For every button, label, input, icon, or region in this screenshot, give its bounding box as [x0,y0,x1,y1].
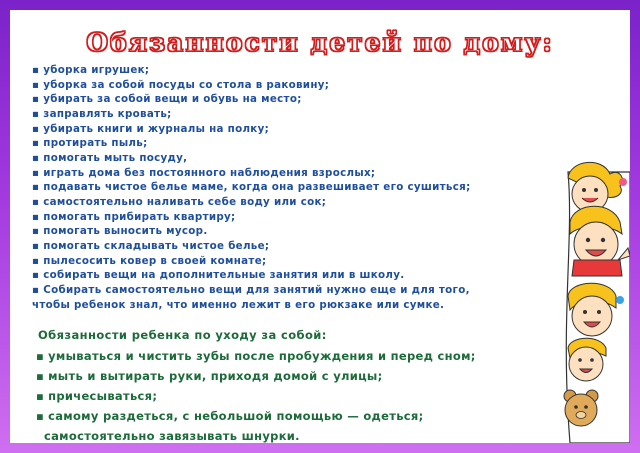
bullet-icon: ▪ [36,389,45,403]
bullet-icon: ▪ [32,122,40,135]
chores-list [32,63,552,312]
children-illustration [540,160,630,443]
bullet-icon: ▪ [32,210,40,223]
bullet-icon: ▪ [36,409,45,423]
bullet-icon: ▪ [32,93,40,106]
list-item: ▪ убирать за собой вещи и обувь на место; [32,93,302,106]
list-item: ▪ уборка игрушек; [32,64,150,76]
list-item: ▪ мыть и вытирать руки, приходя домой с улицы; [36,369,383,383]
bullet-icon: ▪ [32,195,40,208]
list-item: ▪ помогать складывать чистое белье; [32,239,270,252]
list-item: ▪ убирать книги и журналы на полку; [32,122,270,135]
bullet-icon: ▪ [32,64,40,76]
bullet-icon: ▪ [32,166,40,179]
bullet-icon: ▪ [32,181,40,194]
list-item: ▪ помогать мыть посуду, [32,151,188,164]
list-item: ▪ уборка за собой посуды со стола в раковину; [32,78,330,91]
list-item: ▪ причесываться; [36,389,158,403]
bullet-icon: ▪ [36,369,45,383]
bullet-icon: ▪ [36,349,45,363]
teddy-bear-icon [564,390,598,426]
list-item: ▪ самому раздеться, с небольшой помощью — одеться; [36,409,424,423]
list-item: ▪ помогать выносить мусор. [32,225,208,238]
bullet-icon: ▪ [32,225,40,238]
list-item: ▪ Собирать самостоятельно вещи для занятий нужно еще и для того, [32,283,470,296]
bullet-icon: ▪ [32,78,40,91]
poster [10,10,630,443]
bullet-icon: ▪ [32,269,40,282]
bullet-icon: ▪ [32,107,40,120]
list-item: ▪ протирать пыль; [32,137,148,150]
list-item: ▪ умываться и чистить зубы после пробуждения и перед сном; [36,349,476,363]
bullet-icon: ▪ [32,254,40,267]
selfcare-list [36,346,576,443]
list-item: ▪ помогать прибирать квартиру; [32,210,236,223]
list-item: самостоятельно завязывать шнурки. [44,429,300,443]
bullet-icon: ▪ [32,283,40,296]
list-item: ▪ пылесосить ковер в своей комнате; [32,254,267,267]
bullet-icon: ▪ [32,151,40,164]
list-item: ▪ играть дома без постоянного наблюдения взрослых; [32,166,376,179]
list-item: ▪ собирать вещи на дополнительные занятия или в школу. [32,269,405,282]
list-item: ▪ заправлять кровать; [32,107,172,120]
list-item: ▪ подавать чистое белье маме, когда она развешивает его сушиться; [32,181,471,194]
bullet-icon: ▪ [32,239,40,252]
poster-title: Обязанности детей по дому: [86,28,554,57]
selfcare-title: Обязанности ребенка по уходу за собой: [38,328,327,342]
list-item: ▪ самостоятельно наливать себе воду или сок; [32,195,327,208]
bullet-icon: ▪ [32,137,40,150]
list-item-continuation: чтобы ребенок знал, что именно лежит в его рюкзаке или сумке. [32,298,445,311]
